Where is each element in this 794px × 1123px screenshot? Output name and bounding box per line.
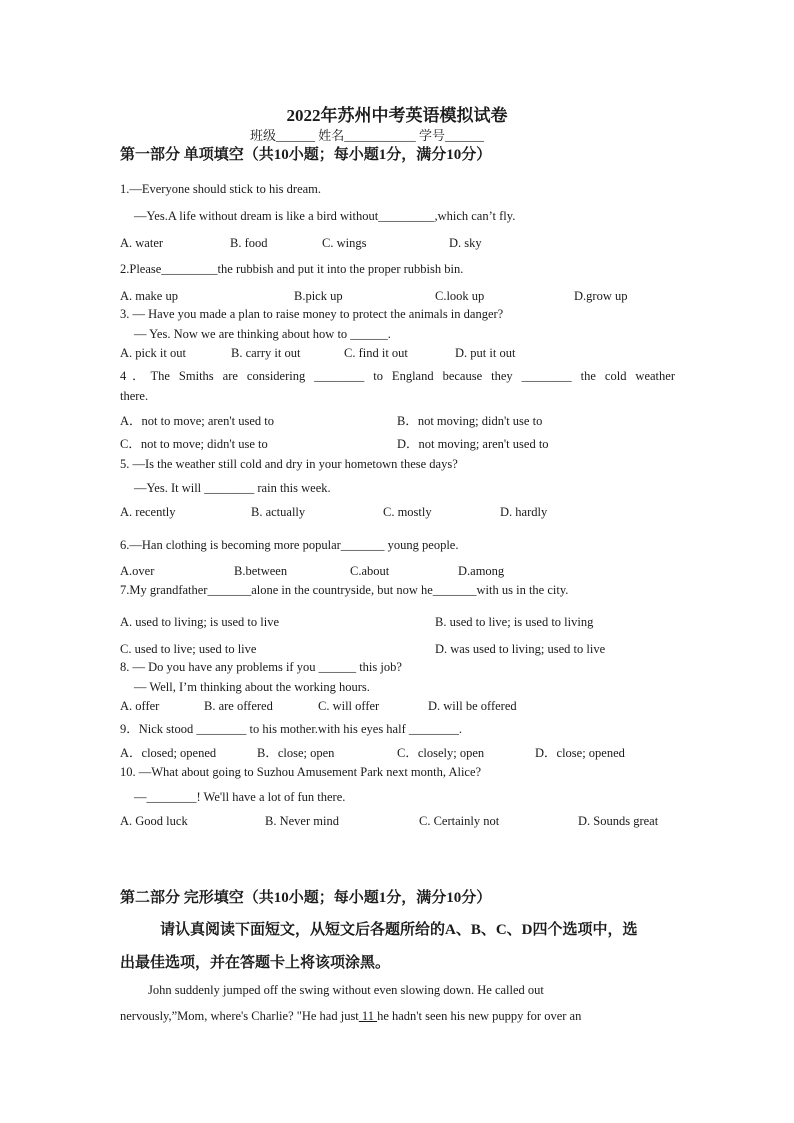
question-5-option-a: A. recently [120,505,176,519]
question-9-option-b: B．close; open [257,746,335,760]
question-2-option-b: B.pick up [294,289,343,303]
student-info-line: 班级______ 姓名___________ 学号______ [250,128,485,143]
question-8-option-c: C. will offer [318,699,380,713]
question-2-option-c: C.look up [435,289,485,303]
question-5-reply: —Yes. It will ________ rain this week. [134,481,331,495]
question-1-option-b: B. food [230,236,268,250]
question-7-option-d: D. was used to living; used to live [435,642,606,656]
question-5-stem: 5. —Is the weather still cold and dry in your hometown these days? [120,457,458,471]
question-9-option-a: A．closed; opened [120,746,217,760]
question-1-option-d: D. sky [449,236,482,250]
question-8-reply: — Well, I’m thinking about the working hours. [134,680,370,694]
question-1-reply: —Yes.A life without dream is like a bird without_________,which can’t fly. [134,209,516,223]
question-3-option-c: C. find it out [344,346,408,360]
question-8-option-d: D. will be offered [428,699,517,713]
question-4-option-d: D．not moving; aren't used to [397,437,549,451]
passage-line-2 [120,1009,581,1024]
question-5-option-b: B. actually [251,505,306,519]
passage-line-1: John suddenly jumped off the swing without even slowing down. He called out [148,983,544,997]
question-9-stem: 9．Nick stood ________ to his mother.with his eyes half ________. [120,722,462,736]
question-4-option-b: B．not moving; didn't use to [397,414,543,428]
question-8-option-a: A. offer [120,699,160,713]
question-7-option-b: B. used to live; is used to living [435,615,594,629]
question-6-option-a: A.over [120,564,155,578]
question-9-option-c: C．closely; open [397,746,485,760]
question-3-stem: 3. — Have you made a plan to raise money to protect the animals in danger? [120,307,504,321]
question-8-stem: 8. — Do you have any problems if you ______ this job? [120,660,402,674]
question-7-stem: 7.My grandfather_______alone in the countryside, but now he_______with us in the city. [120,583,569,597]
question-6-option-d: D.among [458,564,505,578]
section1-heading: 第一部分 单项填空（共10小题；每小题1分，满分10分） [120,147,492,163]
question-6-option-c: C.about [350,564,390,578]
question-3-option-a: A. pick it out [120,346,186,360]
question-5-option-d: D. hardly [500,505,548,519]
question-2-option-a: A. make up [120,289,178,303]
question-4-option-a: A．not to move; aren't used to [120,414,274,428]
question-9-option-d: D．close; opened [535,746,625,760]
question-4-stem-cont: there. [120,389,149,403]
passage-line-2-start: nervously,”Mom, where's Charlie? "He had just [120,1009,359,1023]
question-1-stem: 1.—Everyone should stick to his dream. [120,182,322,196]
question-7-option-c: C. used to live; used to live [120,642,257,656]
question-3-option-d: D. put it out [455,346,516,360]
question-2-option-d: D.grow up [574,289,628,303]
section2-instruction-line2: 出最佳选项，并在答题卡上将该项涂黑。 [120,955,391,971]
section2-heading: 第二部分 完形填空（共10小题；每小题1分，满分10分） [120,890,492,906]
question-6-option-b: B.between [234,564,288,578]
passage-line-2-end: he hadn't seen his new puppy for over an [377,1009,582,1023]
question-4-stem: 4．The Smiths are considering ________ to England because they ________ the cold weather [120,369,675,383]
question-10-option-d: D. Sounds great [578,814,659,828]
section2-instruction-line1: 请认真阅读下面短文，从短文后各题所给的A、B、C、D四个选项中，选 [160,922,638,938]
question-3-reply: — Yes. Now we are thinking about how to ______. [134,327,391,341]
question-10-option-a: A. Good luck [120,814,188,828]
question-5-option-c: C. mostly [383,505,432,519]
page-title: 2022年苏州中考英语模拟试卷 [286,106,508,125]
question-1-option-a: A. water [120,236,164,250]
question-8-option-b: B. are offered [204,699,273,713]
question-10-reply: —________! We'll have a lot of fun there. [134,790,346,804]
question-3-option-b: B. carry it out [231,346,301,360]
question-10-option-b: B. Never mind [265,814,339,828]
question-1-option-c: C. wings [322,236,367,250]
passage-blank-11: 11 [358,1009,378,1023]
question-7-option-a: A. used to living; is used to live [120,615,280,629]
question-10-stem: 10. —What about going to Suzhou Amusement Park next month, Alice? [120,765,482,779]
question-4-option-c: C．not to move; didn't use to [120,437,268,451]
question-10-option-c: C. Certainly not [419,814,500,828]
question-2-stem: 2.Please_________the rubbish and put it into the proper rubbish bin. [120,262,464,276]
question-6-stem: 6.—Han clothing is becoming more popular_______ young people. [120,538,459,552]
